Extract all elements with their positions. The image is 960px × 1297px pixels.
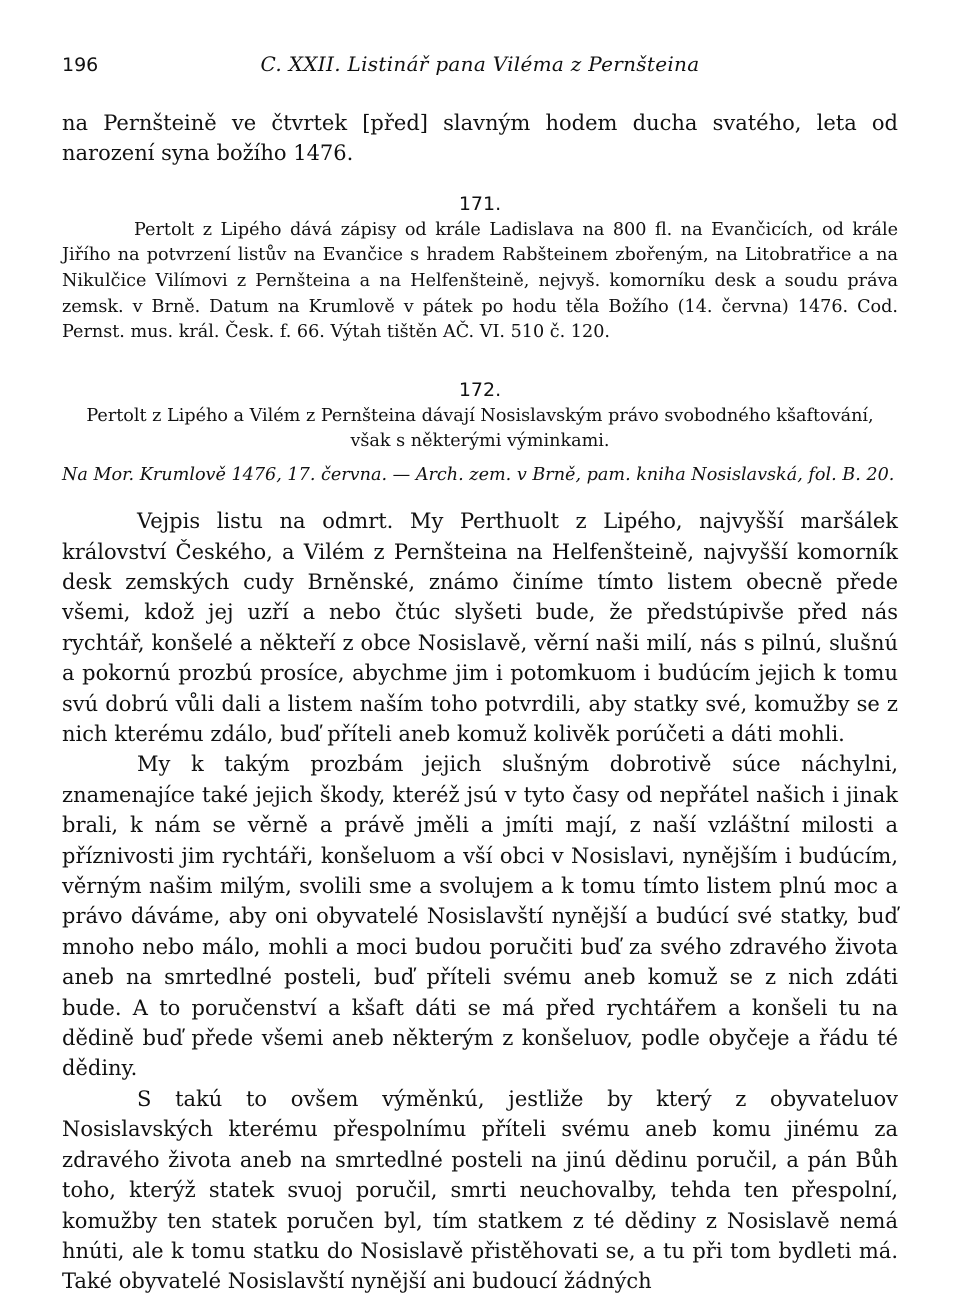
document-172 [62,376,898,1297]
document-171 [62,190,898,346]
document-regest: Pertolt z Lipého dává zápisy od krále Ladislava na 800 fl. na Evančicích, od krále Jiřího na potvrzení listův na Evančice s hradem Rabšteinem zbořeným, na Litobratřice a na Nikulčice Vilímovi z Pernšteina a na Helfenšteině, nejvyš. komorníku desk a soudu práva zemsk. v Brně. Datum na Krumlově v pátek po hodu těla Božího (14. června) 1476. Cod. Pernst. mus. král. Česk. f. 66. Výtah tištěn AČ. VI. 510 č. 120. [62,219,898,343]
document-source-note: Na Mor. Krumlově 1476, 17. června. — Arch. zem. v Brně, pam. kniha Nosislavská, fol. B. 20. [62,464,895,485]
page-header [62,44,898,84]
document-number: 171. [458,192,502,215]
document-number: 172. [458,378,502,401]
document-paragraph: My k takým prozbám jejich slušným dobrotivě súce náchylni, znamenajíce také jejich škody, kteréž jsú v tyto časy od nepřátel našich i jinak brali, k nám se věrně a právě jměli a jmíti mají, z naší vzláštní milosti a příznivosti jim rychtáři, konšeluom a vší obci v Nosislavi, nynějším i budúcím, věrným našim milým, svolili sme a svolujem a k tomu tímto listem plnú moc a právo dáváme, aby oni obyvatelé Nosislavští nynější a budúcí své statky, buď mnoho nebo málo, mohli a moci budou poručiti buď za svého zdravého života aneb na smrtedlné posteli, buď příteli svému aneb komuž se z nich zdáti bude. A to poručenství a kšaft dáti se má před rychtářem a konšeli tu na dědině buď přede všemi aneb některým z konšeluov, podle obyčeje a řádu té dědiny. [62,752,898,1081]
document-paragraph: Vejpis listu na odmrt. My Perthuolt z Lipého, najvyšší maršálek království Českého, a Vilém z Pernšteina na Helfenšteině, najvyšší komorník desk zemských cudy Brněnské, známo činíme tímto listem obecně přede všemi, kdož jej uzří a nebo čtúc slyšeti bude, že předstúpivše před nás rychtář, konšelé a někteří z obce Nosislavě, věrní naši milí, nás s pilnú, slušnú a pokornú prozbú prosíce, abychme jim i potomkuom i budúcím jejich k tomu svú dobrú vůli dali a listem naším toho potvrdili, aby statky své, komužby se z nich kterému zdálo, buď příteli aneb komuž kolivěk porúčeti a dáti mohli. [62,509,898,746]
continuation-text: na Pernšteině ve čtvrtek [před] slavným hodem ducha svatého, leta od narození syna božího 1476. [62,111,898,166]
document-regest: Pertolt z Lipého a Vilém z Pernšteina dávají Nosislavským právo svobodného kšaftování, však s některými výminkami. [86,405,874,452]
running-title: C. XXII. Listinář pana Viléma z Pernšteina [260,52,700,76]
page-number: 196 [62,54,99,76]
document-paragraph: S takú to ovšem výměnkú, jestliže by který z obyvateluov Nosislavských kterému přespolnímu příteli svému aneb komu jinému za zdravého života aneb na smrtedlné posteli na jinú dědinu poručil, a pán Bůh toho, kterýž statek svuoj poručil, smrti neuchovalby, tehda ten přespolní, komužby ten statek poručen byl, tím statkem z té dědiny z Nosislavě nemá hnúti, ale k tomu statku do Nosislavě přistěhovati se, a tu při tom bydleti má. Také obyvatelé Nosislavští nynější ani budoucí žádných [62,1086,898,1294]
